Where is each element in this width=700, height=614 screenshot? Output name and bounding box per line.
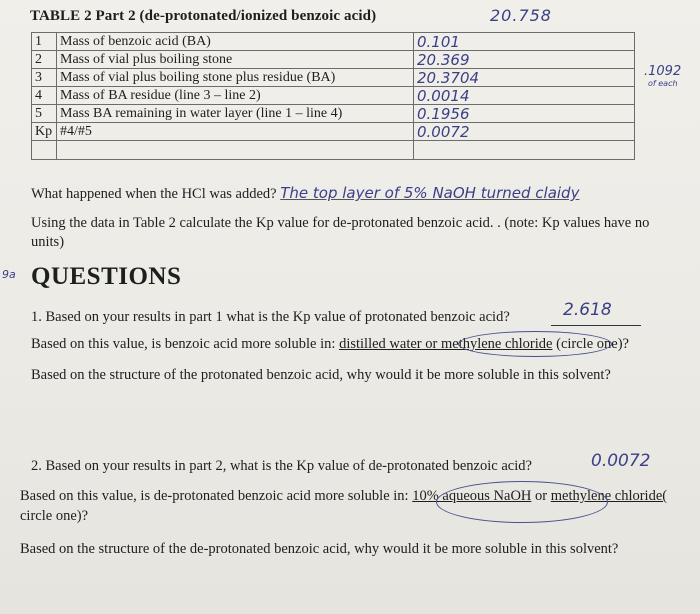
section-stamp: 9a [2, 268, 16, 281]
row-description: Mass BA remaining in water layer (line 1 – line 4) [57, 105, 414, 123]
row-description: Mass of benzoic acid (BA) [57, 33, 414, 51]
hcl-handwritten-answer: The top layer of 5% NaOH turned claidy [280, 184, 580, 202]
table-row [32, 105, 635, 123]
table-row [32, 87, 635, 105]
instructions-text: Using the data in Table 2 calculate the Kp value for de-protonated benzoic acid. . (note: Kp values have no units) [31, 215, 650, 250]
question-2-answer: 0.0072 [591, 451, 651, 471]
question-1-structure: Based on the structure of the protonated benzoic acid, why would it be more soluble in this solvent? [31, 367, 611, 383]
question-2-text: 2. Based on your results in part 2, what is the Kp value of de-protonated benzoic acid? [31, 458, 532, 474]
hcl-question [31, 184, 579, 203]
row-value: 0.101 [414, 33, 635, 51]
answer-circle-2 [436, 481, 608, 523]
handwritten-side-note [644, 66, 681, 90]
row-value: 0.0014 [414, 87, 635, 105]
row-description: #4/#5 [57, 123, 414, 141]
q2-soluble-suffix: circle one)? [20, 508, 89, 524]
side-note-value: .1092 [644, 64, 682, 79]
answer-line-1 [551, 325, 641, 326]
side-note-small: of each [648, 79, 678, 88]
table-title: TABLE 2 Part 2 (de-protonated/ionized benzoic acid) [30, 8, 377, 24]
row-number: 3 [32, 69, 57, 87]
q1-option-methylene-chloride[interactable]: methylene chloride [440, 336, 553, 352]
q2-or: or [531, 488, 551, 504]
row-value: 20.369 [414, 51, 635, 69]
row-number: 1 [32, 33, 57, 51]
q1-soluble-prefix: Based on this value, is benzoic acid more soluble in: [31, 336, 340, 352]
q1-option-water[interactable]: distilled water [339, 336, 422, 352]
section-heading: QUESTIONS [31, 263, 182, 290]
q2-option-methylene-chloride[interactable]: methylene chloride( [550, 488, 668, 504]
table-row [32, 123, 635, 141]
row-number: 4 [32, 87, 57, 105]
table-row [32, 69, 635, 87]
row-number: 2 [32, 51, 57, 69]
row-description: Mass of BA residue (line 3 – line 2) [57, 87, 414, 105]
row-value: 0.0072 [414, 123, 635, 141]
question-2 [31, 458, 532, 475]
q2-option-naoh[interactable]: 10% aqueous NaOH [412, 488, 532, 504]
question-2-structure: Based on the structure of the de-protonated benzoic acid, why would it be more soluble in this solvent? [20, 541, 619, 557]
handwritten-header-value: 20.758 [490, 6, 552, 25]
data-table [31, 32, 635, 160]
table-row [32, 33, 635, 51]
question-1-answer: 2.618 [563, 300, 612, 320]
table-row [32, 51, 635, 69]
row-value: 0.1956 [414, 105, 635, 123]
row-number: 5 [32, 105, 57, 123]
question-1: 1. Based on your results in part 1 what is the Kp value of protonated benzoic acid? [31, 309, 510, 325]
row-description: Mass of vial plus boiling stone plus residue (BA) [57, 69, 414, 87]
hcl-question-text: What happened when the HCl was added? [31, 186, 277, 202]
row-number: Kp [32, 123, 57, 141]
q1-soluble-suffix: (circle one)? [552, 336, 629, 352]
q2-soluble-prefix: Based on this value, is de-protonated benzoic acid more soluble in: [20, 488, 413, 504]
row-value: 20.3704 [414, 69, 635, 87]
row-description: Mass of vial plus boiling stone [57, 51, 414, 69]
table-row-empty [32, 141, 635, 160]
q1-or: or [421, 336, 441, 352]
answer-circle-1 [458, 331, 612, 357]
